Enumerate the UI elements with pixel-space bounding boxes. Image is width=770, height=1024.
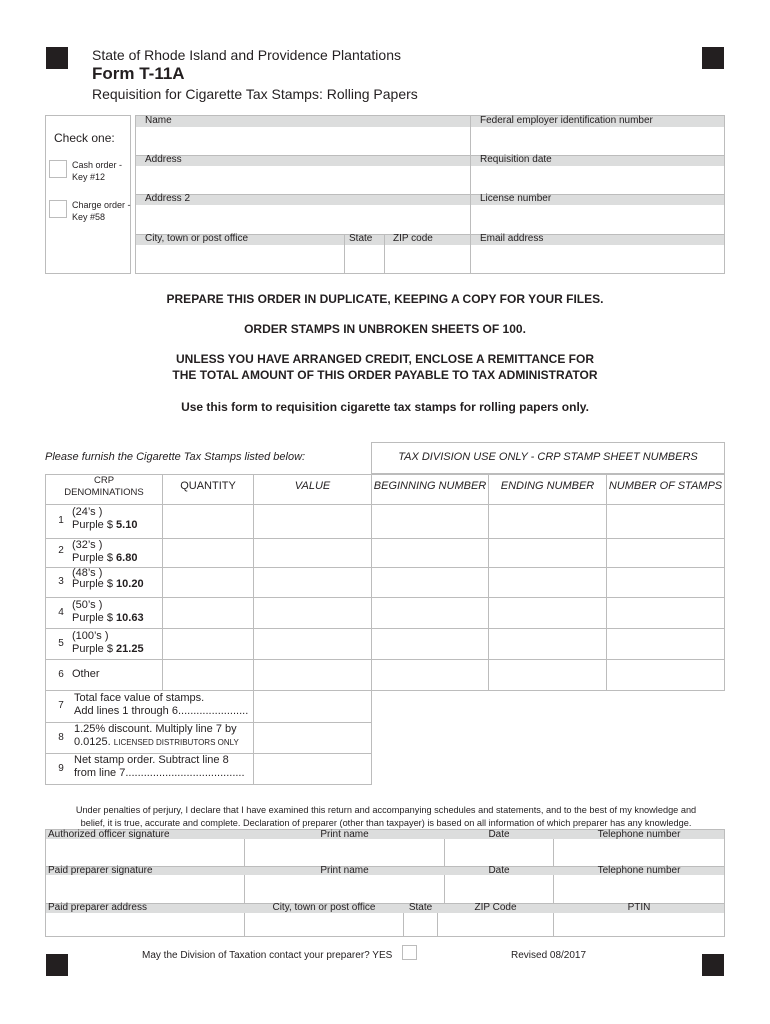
email-label: Email address bbox=[480, 233, 544, 244]
contact-preparer-question: May the Division of Taxation contact your preparer? YES bbox=[142, 950, 393, 961]
quantity-header: QUANTITY bbox=[180, 480, 236, 492]
address2-field[interactable] bbox=[136, 206, 470, 234]
instruction-unbroken-sheets: ORDER STAMPS IN UNBROKEN SHEETS OF 100. bbox=[244, 322, 526, 336]
tax-division-heading: TAX DIVISION USE ONLY - CRP STAMP SHEET NUMBERS bbox=[398, 451, 698, 463]
preparer-city-label: City, town or post office bbox=[272, 902, 376, 913]
preparer-zip-label: ZIP Code bbox=[474, 902, 517, 913]
officer-telephone-field[interactable] bbox=[554, 840, 724, 866]
form-title: Form T-11A bbox=[92, 64, 185, 83]
preparer-signature-label: Paid preparer signature bbox=[48, 865, 153, 876]
value-cell[interactable] bbox=[254, 629, 371, 659]
license-number-field[interactable] bbox=[471, 206, 724, 234]
beginning-number-header: BEGINNING NUMBER bbox=[373, 480, 487, 492]
print-name-label: Print name bbox=[320, 829, 369, 840]
value-cell[interactable] bbox=[254, 539, 371, 567]
city-label: City, town or post office bbox=[145, 233, 249, 244]
cash-order-label: Cash order - Key #12 bbox=[72, 160, 123, 182]
zip-field[interactable] bbox=[385, 246, 470, 273]
furnish-heading: Please furnish the Cigarette Tax Stamps listed below: bbox=[45, 451, 306, 463]
instruction-rolling-papers: Use this form to requisition cigarette tax stamps for rolling papers only. bbox=[181, 400, 589, 414]
date-label: Date bbox=[488, 865, 510, 876]
denomination-24: (24’s ) Purple $ 5.10 bbox=[72, 506, 138, 531]
quantity-cell[interactable] bbox=[163, 598, 253, 628]
instruction-remittance-2: THE TOTAL AMOUNT OF THIS ORDER PAYABLE TO TAX ADMINISTRATOR bbox=[172, 368, 598, 382]
preparer-state-label: State bbox=[408, 902, 433, 913]
row-number: 9 bbox=[58, 763, 64, 774]
denomination-50: (50’s ) Purple $ 10.63 bbox=[72, 599, 144, 624]
requisition-date-label: Requisition date bbox=[480, 154, 552, 165]
preparer-address-label: Paid preparer address bbox=[48, 902, 147, 913]
preparer-print-name-field[interactable] bbox=[245, 876, 444, 903]
form-subtitle: Requisition for Cigarette Tax Stamps: Rolling Papers bbox=[92, 86, 418, 102]
license-number-label: License number bbox=[480, 193, 552, 204]
ptin-label: PTIN bbox=[627, 902, 651, 913]
address-field[interactable] bbox=[136, 167, 470, 194]
date-label: Date bbox=[488, 829, 510, 840]
zip-label: ZIP code bbox=[393, 233, 433, 244]
quantity-cell[interactable] bbox=[163, 660, 253, 690]
print-name-label: Print name bbox=[320, 865, 369, 876]
state-label: State bbox=[349, 233, 373, 244]
officer-signature-label: Authorized officer signature bbox=[48, 829, 170, 840]
row-number: 2 bbox=[58, 545, 64, 556]
other-denomination: Other bbox=[72, 668, 100, 680]
value-cell[interactable] bbox=[254, 598, 371, 628]
value-cell[interactable] bbox=[254, 505, 371, 538]
row-number: 7 bbox=[58, 700, 64, 711]
state-field[interactable] bbox=[345, 246, 384, 273]
line8-text: 1.25% discount. Multiply line 7 by 0.0125. LICENSED DISTRIBUTORS ONLY bbox=[74, 723, 239, 748]
preparer-telephone-field[interactable] bbox=[554, 876, 724, 903]
requisition-date-field[interactable] bbox=[471, 167, 724, 194]
officer-date-field[interactable] bbox=[445, 840, 553, 866]
denomination-48: (48’s ) Purple $ 10.20 bbox=[72, 567, 144, 590]
email-field[interactable] bbox=[471, 246, 724, 273]
fein-label: Federal employer identification number bbox=[480, 115, 653, 126]
quantity-cell[interactable] bbox=[163, 505, 253, 538]
fein-field[interactable] bbox=[471, 128, 724, 155]
charge-order-checkbox[interactable] bbox=[49, 200, 67, 218]
preparer-city-field[interactable] bbox=[245, 914, 403, 936]
state-name: State of Rhode Island and Providence Plantations bbox=[92, 47, 401, 63]
line9-value[interactable] bbox=[254, 754, 371, 784]
number-of-stamps-header: NUMBER OF STAMPS bbox=[608, 480, 723, 492]
line7-text: Total face value of stamps. Add lines 1 through 6....................... bbox=[74, 692, 249, 717]
line7-value[interactable] bbox=[254, 691, 371, 722]
row-number: 6 bbox=[58, 669, 64, 680]
officer-print-name-field[interactable] bbox=[245, 840, 444, 866]
instruction-remittance-1: UNLESS YOU HAVE ARRANGED CREDIT, ENCLOSE A REMITTANCE FOR bbox=[175, 352, 595, 366]
quantity-cell[interactable] bbox=[163, 568, 253, 597]
value-cell[interactable] bbox=[254, 568, 371, 597]
value-header: VALUE bbox=[294, 480, 331, 492]
charge-order-label: Charge order - Key #58 bbox=[72, 200, 131, 222]
preparer-state-field[interactable] bbox=[404, 914, 437, 936]
registration-mark-bottom-right bbox=[702, 954, 724, 976]
perjury-declaration: Under penalties of perjury, I declare that I have examined this return and accompanying schedules and statements, and to the best of my knowledge and belief, it is true, accurate and complete. Declaration of preparer (other than taxpayer) is based on all information of which preparer has any knowledge. bbox=[75, 805, 697, 828]
registration-mark-bottom-left bbox=[46, 954, 68, 976]
registration-mark-top-left bbox=[46, 47, 68, 69]
cash-order-checkbox[interactable] bbox=[49, 160, 67, 178]
denomination-32: (32’s ) Purple $ 6.80 bbox=[72, 539, 138, 564]
quantity-cell[interactable] bbox=[163, 539, 253, 567]
officer-signature-field[interactable] bbox=[46, 840, 244, 866]
preparer-address-field[interactable] bbox=[46, 914, 244, 936]
address-label: Address bbox=[145, 154, 182, 165]
name-field[interactable] bbox=[136, 128, 470, 155]
row-number: 3 bbox=[58, 576, 64, 587]
row-number: 1 bbox=[58, 515, 64, 526]
name-label: Name bbox=[145, 115, 172, 126]
value-cell[interactable] bbox=[254, 660, 371, 690]
line9-text: Net stamp order. Subtract line 8 from line 7....................................... bbox=[74, 754, 245, 779]
preparer-zip-field[interactable] bbox=[438, 914, 553, 936]
check-one-title: Check one: bbox=[54, 131, 115, 145]
telephone-label: Telephone number bbox=[597, 865, 681, 876]
ending-number-header: ENDING NUMBER bbox=[500, 480, 595, 492]
crp-denominations-header: CRP DENOMINATIONS bbox=[64, 475, 144, 498]
quantity-cell[interactable] bbox=[163, 629, 253, 659]
revision-date: Revised 08/2017 bbox=[511, 950, 587, 961]
denomination-100: (100’s ) Purple $ 21.25 bbox=[72, 630, 144, 655]
ptin-field[interactable] bbox=[554, 914, 724, 936]
line8-value[interactable] bbox=[254, 723, 371, 753]
contact-yes-checkbox[interactable] bbox=[402, 945, 417, 960]
row-number: 4 bbox=[58, 607, 64, 618]
city-field[interactable] bbox=[136, 246, 344, 273]
preparer-date-field[interactable] bbox=[445, 876, 553, 903]
preparer-signature-field[interactable] bbox=[46, 876, 244, 903]
address2-label: Address 2 bbox=[145, 193, 191, 204]
instruction-duplicate: PREPARE THIS ORDER IN DUPLICATE, KEEPING A COPY FOR YOUR FILES. bbox=[166, 292, 604, 306]
row-number: 8 bbox=[58, 732, 64, 743]
registration-mark-top-right bbox=[702, 47, 724, 69]
telephone-label: Telephone number bbox=[597, 829, 681, 840]
row-number: 5 bbox=[58, 638, 64, 649]
